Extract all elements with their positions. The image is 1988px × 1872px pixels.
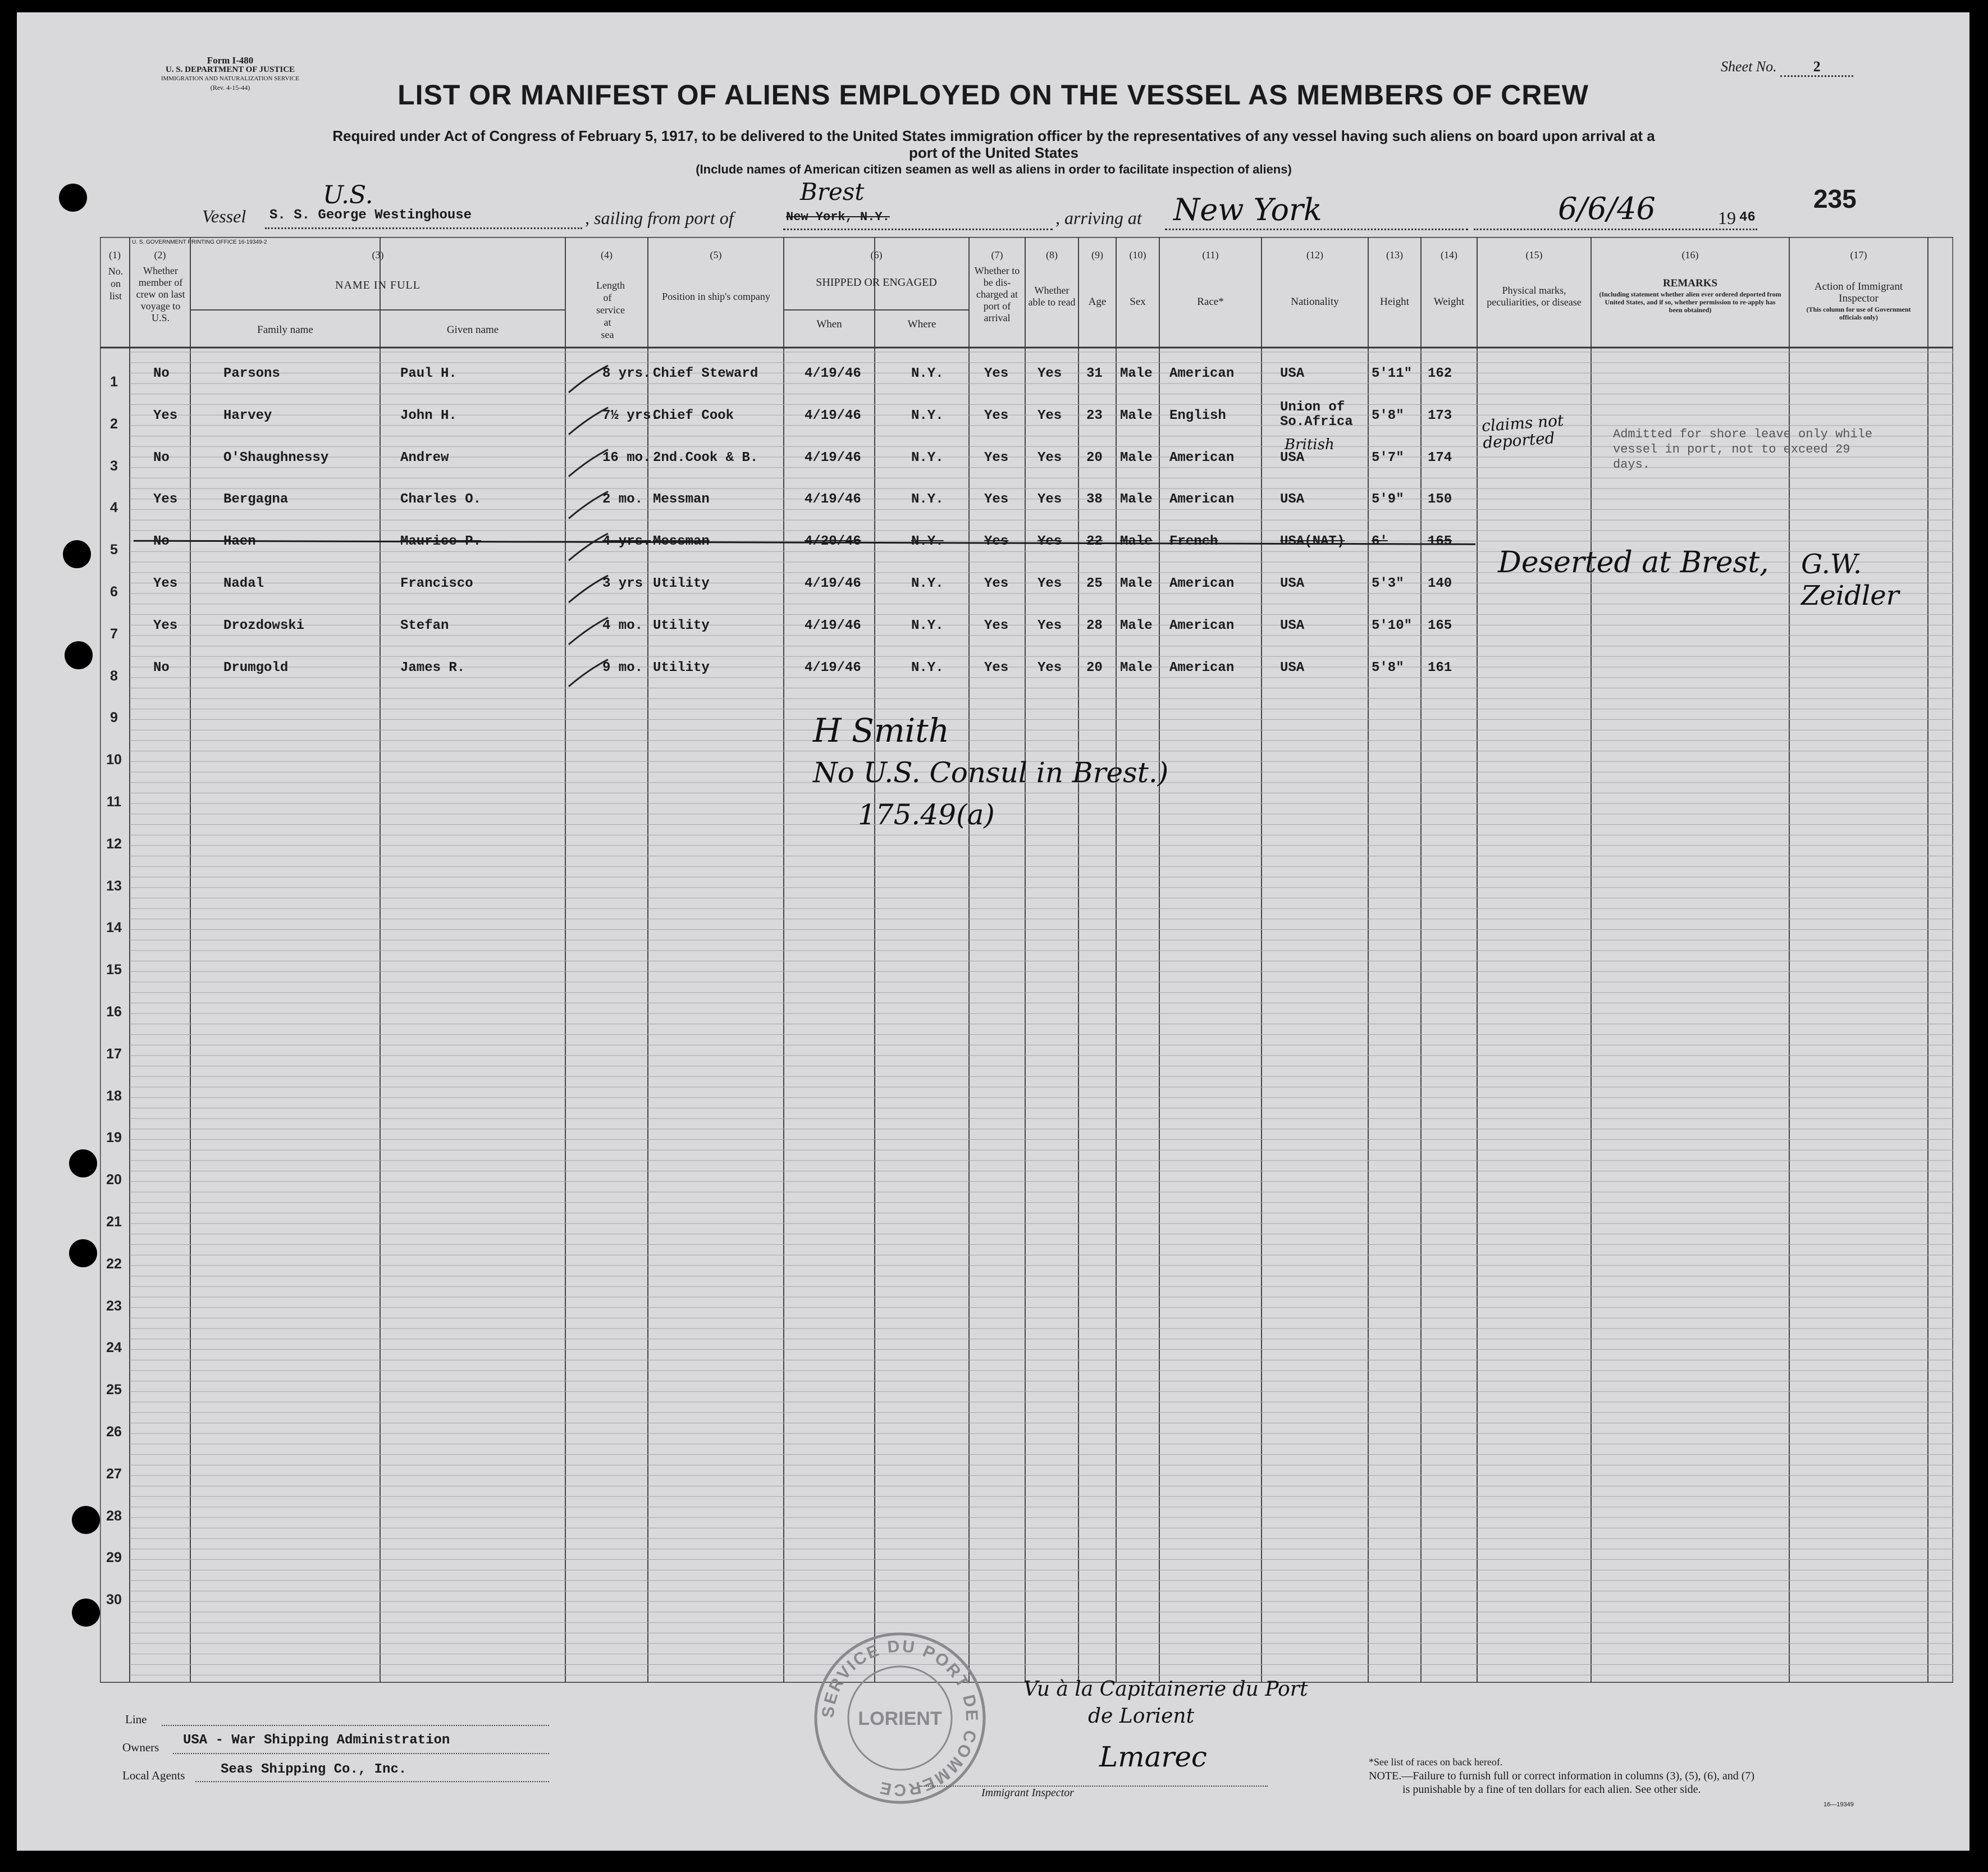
crew-table [100,237,1953,1683]
cell-race: American [1169,366,1235,381]
cell-service: 9 mo. [602,660,643,675]
row-number: 9 [110,710,118,726]
cell-position: Messman [653,492,710,508]
subtitle-line-1: Required under Act of Congress of February 5, 1917, to be delivered to the United States immigration officer by the representatives of any vessel having such aliens on board upon arrival at a [332,127,1655,144]
col-head-age: Age [1088,296,1107,308]
printing-office: U. S. GOVERNMENT PRINTING OFFICE 16-19349-2 [132,239,267,245]
cell-where: N.Y. [911,660,944,675]
cell-prev: Yes [153,408,178,423]
row-number: 7 [110,625,118,642]
cell-read: Yes [1038,450,1062,465]
vessel-name: S. S. George Westinghouse [269,208,472,223]
cell-race: American [1169,660,1235,675]
port-typed: New York, N.Y. [786,210,890,224]
col-head-weight: Weight [1433,296,1465,308]
col-head-remarks-note: (Including statement whether alien ever ordered deported from United States, and if so, whether permission to re-apply has been obtained) [1599,290,1781,314]
cell-nationality: USA [1280,618,1305,633]
col-head-shipped: SHIPPED OR ENGAGED [816,276,937,289]
cell-read: Yes [1038,366,1062,381]
cell-given: Andrew [400,450,449,465]
cell-age: 28 [1086,618,1103,633]
cell-nationality: USA [1280,660,1305,675]
cell-discharged: Yes [984,618,1009,633]
inspector-signature: G.W. Zeidler [1801,549,1899,611]
cell-height: 5'10" [1372,618,1413,633]
col-num: (13) [1386,249,1403,261]
nationality-hand-note: British [1285,436,1335,453]
remarks-typed-note: Admitted for shore leave only while vessel in port, not to exceed 29 days. [1613,427,1873,472]
cell-height: 5'8" [1372,660,1404,675]
cell-where: N.Y. [911,576,944,591]
cell-sex: Male [1120,450,1153,465]
vessel-label: Vessel [202,206,246,226]
col-num: (4) [601,249,613,261]
col-num: (9) [1091,249,1103,261]
port-hand: Brest [800,178,865,206]
row-number: 18 [106,1088,122,1104]
cell-nationality: USA(NAT) [1280,534,1345,550]
stamp-number: 235 [1813,184,1857,213]
cell-position: Messman [653,534,710,550]
agents-field [195,1781,549,1782]
vu-note-2: de Lorient [1088,1705,1195,1728]
row-number: 11 [106,794,122,810]
inspector-label: Immigrant Inspector [981,1787,1074,1799]
cell-service: 16 mo. [602,450,651,465]
penalty-note-2: is punishable by a fine of ten dollars for each alien. See other side. [1402,1783,1701,1796]
cell-prev: No [153,450,170,465]
cell-family: Harvey [223,408,272,423]
year-suffix: 46 [1739,210,1756,225]
col-num: (1) [109,249,121,261]
port-stamp [810,1628,990,1808]
cell-age: 22 [1086,534,1103,550]
punch-hole [69,1239,97,1267]
col-head-name: NAME IN FULL [335,279,421,291]
cell-age: 31 [1086,366,1103,381]
col-num: (10) [1129,249,1146,261]
cell-position: Chief Steward [653,366,758,381]
line-label: Line [125,1713,147,1726]
cell-service: 4 yrs. [602,534,651,550]
cell-service: 7½ yrs. [602,408,659,423]
cell-when: 4/19/46 [805,618,861,633]
vu-signature: Lmarec [1099,1741,1207,1773]
cell-read: Yes [1038,576,1062,591]
cell-sex: Male [1120,618,1153,633]
row-number: 26 [106,1424,122,1440]
cell-race: American [1169,618,1235,633]
stamp-center: LORIENT [858,1708,942,1729]
col-head-nationality: Nationality [1291,296,1339,308]
row-number: 15 [106,962,122,978]
cell-weight: 165 [1428,534,1452,550]
deserted-note: Deserted at Brest, [1498,546,1769,579]
page-title: LIST OR MANIFEST OF ALIENS EMPLOYED ON THE VESSEL AS MEMBERS OF CREW [397,79,1589,111]
cell-where: N.Y. [911,450,944,465]
cell-age: 23 [1086,408,1103,423]
handwritten-note-2: No U.S. Consul in Brest.) [813,756,1169,789]
col-head-given-name: Given name [446,324,499,336]
cell-sex: Male [1120,492,1153,508]
cell-sex: Male [1120,534,1153,550]
handwritten-note-1: H Smith [813,711,949,750]
col-num: (11) [1202,249,1219,261]
row-number: 12 [106,835,122,852]
vu-note-1: Vu à la Capitainerie du Port [1023,1678,1308,1701]
cell-sex: Male [1120,576,1153,591]
handwritten-note-3: 175.49(a) [858,798,995,831]
cell-family: Bergagna [223,492,289,508]
col-head-previous-voyage: Whether member of crew on last voyage to U.S. [136,265,185,323]
cell-where: N.Y. [911,618,944,633]
col-head-list-no: No. on list [108,266,124,302]
cell-age: 20 [1086,450,1103,465]
col-head-family-name: Family name [257,324,313,336]
agents-value: Seas Shipping Co., Inc. [221,1762,407,1777]
cell-prev: No [153,366,170,381]
cell-race: American [1169,450,1235,465]
row-number: 2 [110,416,118,432]
cell-given: Charles O. [400,492,482,508]
cell-age: 38 [1086,492,1103,508]
col-num: (2) [154,249,166,261]
cell-when: 4/20/46 [805,534,861,550]
cell-prev: No [153,534,170,550]
cell-position: Utility [653,576,710,591]
cell-given: Francisco [400,576,473,591]
cell-where: N.Y. [911,408,944,423]
col-head-sex: Sex [1130,296,1146,308]
arriving-label: , arriving at [1055,208,1142,228]
col-num: (5) [710,249,722,261]
col-head-service: Length of service at sea [596,280,625,340]
dept-name: U. S. DEPARTMENT OF JUSTICE [165,65,295,74]
cell-family: Drozdowski [223,618,305,633]
cell-discharged: Yes [984,408,1009,423]
cell-family: O'Shaughnessy [223,450,329,465]
cell-where: N.Y. [911,366,944,381]
cell-position: Utility [653,660,710,675]
row-number: 19 [106,1130,122,1146]
col-num: (6) [870,249,883,261]
arrival-date: 6/6/46 [1558,191,1656,226]
cell-read: Yes [1038,408,1062,423]
footer [100,1637,1953,1842]
row-number: 3 [110,458,118,474]
cell-nationality: USA [1280,450,1305,465]
form-code: 16—19349 [1824,1801,1854,1808]
cell-family: Nadal [223,576,264,591]
cell-race: English [1169,408,1226,423]
cell-race: French [1169,534,1218,550]
cell-height: 5'11" [1372,366,1413,381]
cell-discharged: Yes [984,366,1009,381]
col-num: (12) [1306,249,1323,261]
row-number: 25 [106,1382,122,1398]
cell-when: 4/19/46 [805,576,861,591]
row-number: 29 [106,1550,122,1566]
cell-discharged: Yes [984,534,1009,550]
cell-position: Chief Cook [653,408,734,423]
subtitle [95,127,1892,178]
row-number: 17 [106,1045,122,1062]
sheet-value: 2 [1780,58,1853,77]
cell-where: N.Y. [911,534,944,550]
vessel-hand-note: U.S. [323,181,373,209]
cell-when: 4/19/46 [805,492,861,508]
col-head-read: Whether able to read [1028,285,1076,308]
cell-height: 6' [1372,534,1388,550]
races-note: *See list of races on back hereof. [1369,1756,1503,1768]
cell-read: Yes [1038,618,1062,633]
cell-prev: Yes [153,618,178,633]
cell-discharged: Yes [984,492,1009,508]
punch-hole [72,1506,100,1534]
cell-nationality: USA [1280,492,1305,508]
cell-weight: 162 [1428,366,1452,381]
row-number: 27 [106,1465,122,1482]
cell-read: Yes [1038,492,1062,508]
cell-discharged: Yes [984,576,1009,591]
row-number: 4 [110,500,118,516]
punch-hole [72,1599,100,1627]
col-head-when: When [816,318,842,330]
col-head-race: Race* [1197,296,1224,308]
cell-given: Maurice P. [400,534,482,550]
punch-hole [65,641,93,669]
cell-weight: 173 [1428,408,1452,423]
cell-where: N.Y. [911,492,944,508]
cell-height: 5'7" [1372,450,1404,465]
cell-sex: Male [1120,366,1153,381]
col-head-action: Action of Immigrant Inspector [1814,281,1903,304]
cell-nationality: USA [1280,366,1305,381]
cell-family: Haen [223,534,256,550]
cell-age: 20 [1086,660,1103,675]
row-number: 14 [106,920,122,936]
inspector-signature-line [920,1786,1268,1787]
remark-hand-note: claims not deported [1480,411,1565,453]
cell-discharged: Yes [984,660,1009,675]
col-num: (3) [372,249,384,261]
cell-weight: 161 [1428,660,1452,675]
col-head-position: Position in ship's company [662,291,770,302]
agents-label: Local Agents [122,1769,185,1782]
cell-given: Stefan [400,618,449,633]
cell-read: Yes [1038,660,1062,675]
cell-service: 2 mo. [602,492,643,508]
year-prefix: 19 [1718,208,1736,228]
col-num: (16) [1681,249,1699,261]
cell-family: Parsons [223,366,280,381]
cell-weight: 174 [1428,450,1452,465]
row-number: 13 [106,878,122,894]
col-head-physical: Physical marks, peculiarities, or disease [1487,285,1582,308]
col-head-action-note: (This column for use of Government officials only) [1806,305,1911,321]
row-number: 10 [106,752,122,768]
cell-height: 5'9" [1372,492,1404,508]
cell-read: Yes [1038,534,1062,550]
row-number: 28 [106,1508,122,1524]
cell-height: 5'3" [1372,576,1404,591]
row-number: 21 [106,1214,122,1230]
row-number: 23 [106,1298,122,1314]
row-number: 8 [110,668,118,684]
cell-height: 5'8" [1372,408,1404,423]
cell-race: American [1169,492,1235,508]
col-head-where: Where [907,318,936,330]
owners-field [173,1753,549,1754]
row-number: 5 [110,542,118,558]
cell-weight: 150 [1428,492,1452,508]
col-head-remarks: REMARKS [1662,277,1718,289]
subtitle-line-3: (Include names of American citizen seamen as well as aliens in order to facilitate inspection of aliens) [696,162,1292,176]
cell-family: Drumgold [223,660,289,675]
subtitle-line-2: port of the United States [909,144,1078,161]
form-revision: (Rev. 4-15-44) [210,84,250,92]
row-number: 16 [106,1004,122,1020]
sheet-number [1721,58,1853,77]
cell-service: 8 yrs. [602,366,651,381]
cell-sex: Male [1120,408,1153,423]
cell-when: 4/19/46 [805,450,861,465]
cell-nationality: Union of So.Africa [1280,399,1353,430]
punch-hole [69,1149,97,1177]
line-field [162,1725,549,1726]
cell-service: 3 yrs [602,576,643,591]
penalty-note: NOTE.—Failure to furnish full or correct information in columns (3), (5), (6), and (7) [1369,1770,1755,1782]
cell-when: 4/19/46 [805,660,861,675]
sheet-label: Sheet No. [1721,58,1777,75]
col-num: (17) [1850,249,1867,261]
col-head-discharged: Whether to be dis-charged at port of arrival [974,265,1020,323]
cell-position: Utility [653,618,710,633]
col-head-height: Height [1380,296,1409,308]
form-number: Form I-480 [207,55,254,66]
service-name: IMMIGRATION AND NATURALIZATION SERVICE [161,75,300,82]
row-number: 1 [110,374,118,390]
row-number: 30 [106,1592,122,1608]
cell-given: Paul H. [400,366,457,381]
cell-prev: Yes [153,576,178,591]
cell-service: 4 mo. [602,618,643,633]
cell-given: James R. [400,660,465,675]
cell-position: 2nd.Cook & B. [653,450,758,465]
cell-prev: No [153,660,170,675]
cell-race: American [1169,576,1235,591]
punch-hole [59,184,87,212]
cell-nationality: USA [1280,576,1305,591]
cell-given: John H. [400,408,457,423]
row-number: 22 [106,1255,122,1272]
row-number: 6 [110,584,118,600]
sailing-label: , sailing from port of [585,208,734,228]
col-num: (7) [991,249,1003,261]
cell-prev: Yes [153,492,178,508]
cell-discharged: Yes [984,450,1009,465]
punch-hole [63,540,91,568]
row-number: 20 [106,1172,122,1188]
cell-when: 4/19/46 [805,408,861,423]
owners-label: Owners [122,1741,159,1754]
cell-weight: 140 [1428,576,1452,591]
col-num: (8) [1046,249,1058,261]
owners-value: USA - War Shipping Administration [183,1733,450,1748]
col-num: (15) [1525,249,1543,261]
col-num: (14) [1441,249,1457,261]
stamp-ring-text: SERVICE DU PORT DE COMMERCE [819,1637,981,1800]
cell-weight: 165 [1428,618,1452,633]
cell-sex: Male [1120,660,1153,675]
arriving-port: New York [1173,192,1322,227]
row-number: 24 [106,1340,122,1356]
cell-when: 4/19/46 [805,366,861,381]
cell-age: 25 [1086,576,1103,591]
